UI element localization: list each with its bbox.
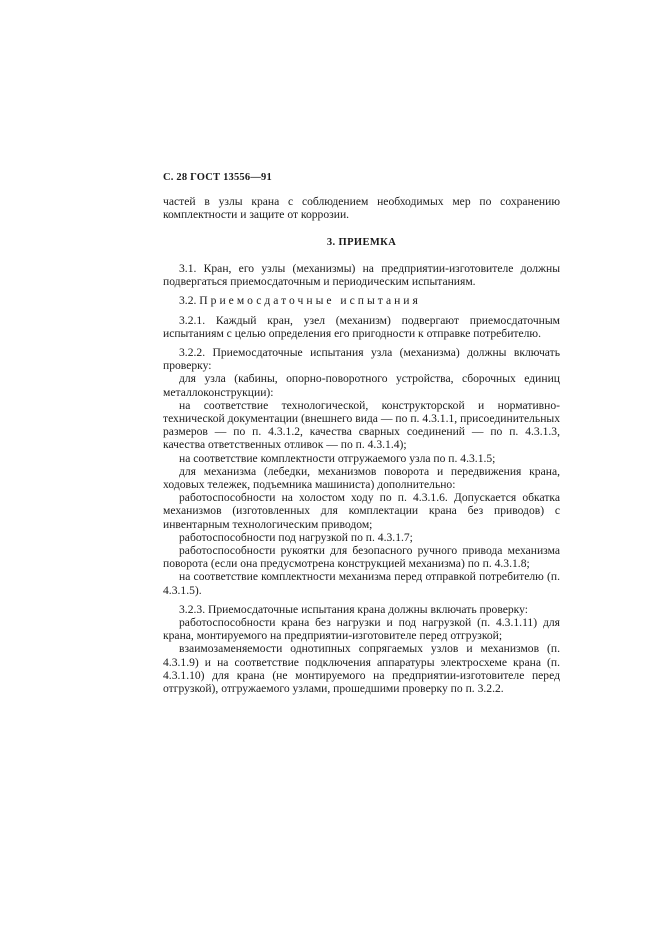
paragraph-3-2-3: 3.2.3. Приемосдаточные испытания крана должны включать проверку:	[179, 602, 529, 616]
list-item-mechanism: для механизма (лебедки, механизмов поворота и передвижения крана, ходовых тележек, подъемника машиниста) дополнительно:	[163, 464, 560, 492]
paragraph-3-1: 3.1. Кран, его узлы (механизмы) на предприятии-изготовителе должны подвергаться приемосдаточным и периодическим испытаниям.	[163, 262, 560, 289]
list-item-documentation: на соответствие технологической, конструкторской и нормативно-технической документации (внешнего вида — по п. 4.3.1.1, присоединительных размеров — по п. 4.3.1.2, качества сварных соединений — по п. 4.3.1.3, качества ответственных отливок — по п. 4.3.1.4);	[163, 398, 560, 452]
list-item-handle: работоспособности рукоятки для безопасного ручного привода механизма поворота (если она предусмотрена конструкцией механизма) по п. 4.3.1.8;	[163, 544, 560, 571]
subsection-3-2-heading	[163, 294, 560, 307]
list-item-crane-operation: работоспособности крана без нагрузки и под нагрузкой (п. 4.3.1.11) для крана, монтируемого на предприятии-изготовителе перед отгрузкой;	[163, 616, 560, 643]
list-item-node-completeness: на соответствие комплектности отгружаемого узла по п. 4.3.1.5;	[179, 451, 496, 465]
list-item-interchangeability: взаимозаменяемости однотипных сопрягаемых узлов и механизмов (п. 4.3.1.9) и на соответствие подключения аппаратуры электросхеме крана (п. 4.3.1.10) для крана (не монтируемого на предприятии-изготовителе перед отгрузкой), отгружаемого узлами, прошедшими проверку по п. 3.2.2.	[163, 642, 560, 696]
subsection-number: 3.2.	[179, 294, 197, 308]
paragraph-3-2-2: 3.2.2. Приемосдаточные испытания узла (механизма) должны включать проверку:	[163, 346, 560, 373]
list-item-idle-run: работоспособности на холостом ходу по п. 4.3.1.6. Допускается обкатка механизмов (изготовленных для комплектации крана без приводов) с инвентарным технологическим приводом;	[163, 491, 560, 531]
list-item-under-load: работоспособности под нагрузкой по п. 4.3.1.7;	[179, 530, 413, 544]
section-body	[163, 262, 560, 695]
intro-text	[163, 195, 560, 221]
page-header: С. 28 ГОСТ 13556—91	[163, 172, 272, 183]
paragraph-3-2-1: 3.2.1. Каждый кран, узел (механизм) подвергают приемосдаточным испытаниям с целью определения его пригодности к отправке потребителю.	[163, 313, 560, 340]
list-item-mechanism-completeness: на соответствие комплектности механизма перед отправкой потребителю (п. 4.3.1.5).	[163, 570, 560, 597]
list-item-node: для узла (кабины, опорно-поворотного устройства, сборочных единиц металлоконструкции):	[163, 372, 560, 399]
subsection-title: Приемосдаточные испытания	[199, 294, 421, 308]
section-title: 3. ПРИЕМКА	[326, 237, 397, 248]
intro-paragraph: частей в узлы крана с соблюдением необходимых мер по сохранению комплектности и защите от коррозии.	[163, 195, 560, 222]
